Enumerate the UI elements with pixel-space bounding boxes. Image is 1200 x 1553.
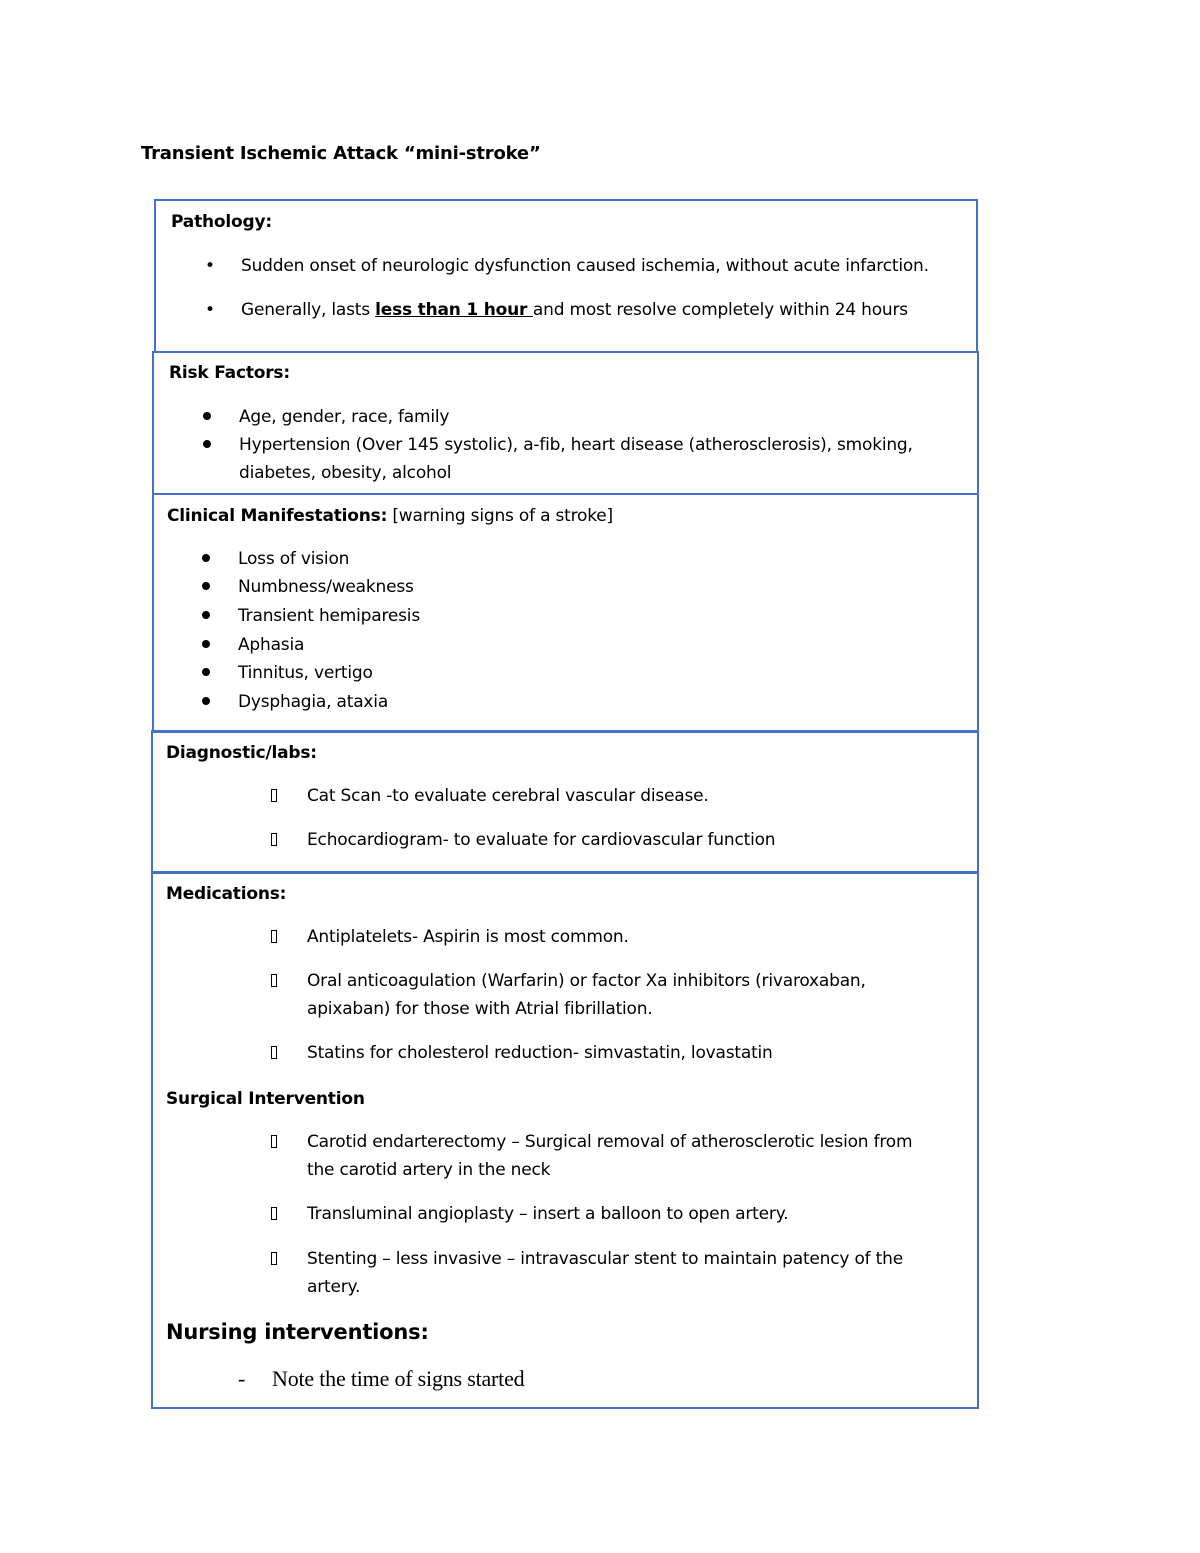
bullet-box-icon: [271, 974, 277, 987]
pathology-item: [241, 296, 908, 325]
pathology-item-post: and most resolve completely within 24 hours: [532, 300, 908, 320]
bullet-icon: [203, 412, 211, 420]
clinical-item: Numbness/weakness: [238, 577, 414, 597]
pathology-item: Sudden onset of neurologic dysfunction caused ischemia, without acute infarction.: [241, 256, 929, 276]
medication-item: Statins for cholesterol reduction- simvastatin, lovastatin: [307, 1043, 773, 1063]
bullet-box-icon: [271, 789, 277, 802]
bullet-icon: [202, 640, 210, 648]
medication-item: Antiplatelets- Aspirin is most common.: [307, 927, 629, 947]
bullet-icon: [202, 611, 210, 619]
bullet-icon: [202, 697, 210, 705]
medication-item: Oral anticoagulation (Warfarin) or factor Xa inhibitors (rivaroxaban,: [307, 971, 866, 991]
clinical-item: Transient hemiparesis: [238, 606, 420, 626]
bullet-box-icon: [271, 1135, 277, 1148]
bullet-box-icon: [271, 1046, 277, 1059]
risk-factor-item: Hypertension (Over 145 systolic), a-fib, heart disease (atherosclerosis), smoking,: [239, 435, 913, 455]
pathology-item-emphasis: less than 1 hour: [375, 300, 533, 320]
surgical-item: Carotid endarterectomy – Surgical removal of atherosclerotic lesion from: [307, 1132, 913, 1152]
clinical-item: Dysphagia, ataxia: [238, 692, 389, 712]
medications-heading: Medications:: [166, 884, 287, 904]
bullet-box-icon: [271, 1207, 277, 1220]
clinical-item: Tinnitus, vertigo: [238, 663, 373, 683]
clinical-item: Aphasia: [238, 635, 305, 655]
nursing-heading: Nursing interventions:: [166, 1320, 429, 1344]
bullet-icon: [203, 440, 211, 448]
diagnostic-item: Echocardiogram- to evaluate for cardiovascular function: [307, 830, 776, 850]
bullet-icon: [202, 668, 210, 676]
bullet-icon: •: [205, 256, 216, 276]
surgical-item-continued: artery.: [307, 1277, 361, 1297]
surgical-item: Stenting – less invasive – intravascular stent to maintain patency of the: [307, 1249, 903, 1269]
page-title: Transient Ischemic Attack “mini-stroke”: [141, 143, 541, 164]
dash-icon: -: [238, 1366, 246, 1391]
risk-factors-heading: Risk Factors:: [169, 363, 290, 383]
bullet-icon: [202, 554, 210, 562]
surgical-heading: Surgical Intervention: [166, 1089, 365, 1109]
diagnostic-heading: Diagnostic/labs:: [166, 743, 317, 763]
bullet-box-icon: [271, 1252, 277, 1265]
bullet-box-icon: [271, 833, 277, 846]
clinical-heading-label: Clinical Manifestations:: [167, 506, 388, 526]
clinical-heading-note: [warning signs of a stroke]: [387, 506, 613, 526]
medication-item-continued: apixaban) for those with Atrial fibrillation.: [307, 999, 653, 1019]
surgical-item-continued: the carotid artery in the neck: [307, 1160, 551, 1180]
bullet-icon: •: [205, 300, 216, 320]
clinical-item: Loss of vision: [238, 549, 350, 569]
risk-factor-item-continued: diabetes, obesity, alcohol: [239, 463, 452, 483]
nursing-item: Note the time of signs started: [272, 1366, 525, 1391]
pathology-heading: Pathology:: [171, 212, 272, 232]
bullet-icon: [202, 582, 210, 590]
clinical-heading: [167, 506, 613, 526]
bullet-box-icon: [271, 930, 277, 943]
risk-factor-item: Age, gender, race, family: [239, 407, 450, 427]
pathology-item-pre: Generally, lasts: [241, 300, 376, 320]
surgical-item: Transluminal angioplasty – insert a balloon to open artery.: [307, 1204, 789, 1224]
diagnostic-item: Cat Scan -to evaluate cerebral vascular disease.: [307, 786, 709, 806]
